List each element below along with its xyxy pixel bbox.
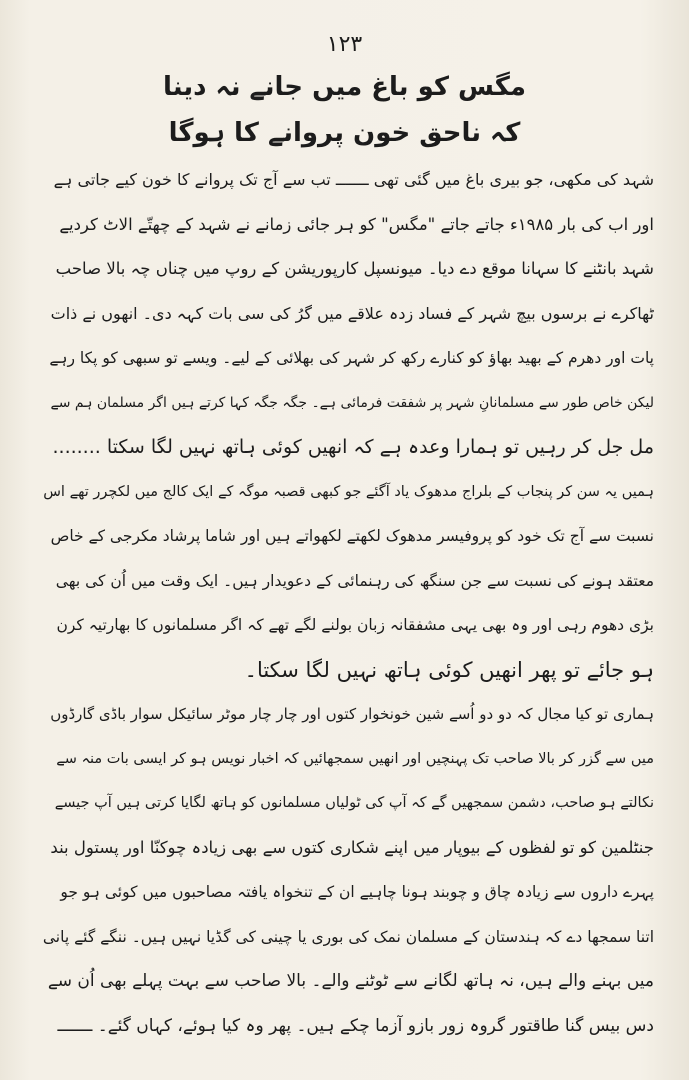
text-line: ٹھاکرے نے برسوں بیچ شہر کے فساد زدہ علاقے میں گرُ کی سی بات کہہ دی۔ انھوں نے ذات (50, 303, 654, 323)
text-line: میں بہنے والے ہیں، نہ ہاتھ لگانے سے ٹوٹنے والے۔ بالا صاحب سے بہت پہلے بھی اُن سے (47, 971, 654, 991)
text-line: اور اب کی بار ۱۹۸۵ء جاتے جاتے "مگس" کو ہر جائی زمانے نے شہد کے چھتّے الاٹ کردیے (59, 214, 654, 234)
text-line: نکالتے ہو صاحب، دشمن سمجھیں گے کہ آپ کی ٹولیاں مسلمانوں کو ہاتھ لگایا کرتی ہیں آپ جیسے (54, 795, 654, 811)
text-line: ہو جائے تو پھر انھیں کوئی ہاتھ نہیں لگا سکتا۔ (244, 657, 654, 682)
text-line: دس بیس گنا طاقتور گروہ زور بازو آزما چکے ہیں۔ پھر وہ کیا ہوئے، کہاں گئے۔ ـــــــ (57, 1015, 654, 1036)
title-line-2: کہ ناحق خون پروانے کا ہوگا (168, 118, 521, 148)
text-line: میں سے گزر کر بالا صاحب تک پہنچیں اور انھیں سمجھائیں کہ اخبار نویس ہو کر ایسی بات منہ سے (56, 750, 654, 767)
page-number: ١٢٣ (326, 32, 363, 57)
text-line: ہماری تو کیا مجال کہ دو دو اُسے شین خونخوار کتوں اور چار چار موٹر سائیکل سوار باڈی گارڈوں (50, 705, 654, 723)
text-line: اتنا سمجھا دے کہ ہندستان کے مسلمان نمک کی بوری یا چینی کی گڈیا نہیں ہیں۔ ننگے گئے پانی (42, 927, 654, 946)
text-line: معتقد ہونے کی نسبت سے جن سنگھ کی رہنمائی کے دعویدار ہیں۔ ایک وقت میں اُن کی بھی (55, 571, 654, 590)
text-line: ہمیں یہ سن کر پنجاب کے بلراج مدھوک یاد آگئے جو کبھی قصبہ موگہ کے ایک کالج میں لکچرر تھے اس (43, 483, 654, 500)
text-line: جنٹلمین کو تو لفظوں کے بیوپار میں اپنے شکاری کتوں سے بھی زیادہ چوکنّا اور پستول بند (50, 837, 654, 857)
text-line: پات اور دھرم کے بھید بھاؤ کو کنارے رکھ کر شہر کی بھلائی کے لیے۔ ویسے تو سبھی کو پکا رہے (49, 349, 654, 367)
text-line: شہد کی مکھی، جو بیری باغ میں گئی تھی ـــــــ تب سے آج تک پروانے کا خون کیے جاتی ہے (53, 170, 654, 189)
text-line: مل جل کر رہیں تو ہمارا وعدہ ہے کہ انھیں کوئی ہاتھ نہیں لگا سکتا ........ (52, 436, 654, 458)
title-line-1: مگس کو باغ میں جانے نہ دینا (162, 72, 527, 102)
body-text (42, 158, 654, 1048)
text-line: پہرے داروں سے زیادہ چاق و چوبند ہونا چاہیے ان کے تنخواہ یافتہ مصاحبوں میں کوئی ہو جو (60, 883, 654, 901)
text-line: بڑی دھوم رہی اور وہ بھی یہی مشفقانہ زبان بولنے لگے تھے کہ اگر مسلمانوں کا بھارتیہ کرن (56, 616, 654, 634)
text-line: نسبت سے آج تک خود کو پروفیسر مدھوک لکھتے لکھواتے ہیں اور شاما پرشاد مکرجی کے خاص (50, 527, 654, 545)
text-line: شہد بانٹنے کا سہانا موقع دے دیا۔ میونسپل کارپوریشن کے روپ میں چناں چہ بالا صاحب (55, 259, 654, 278)
text-line: لیکن خاص طور سے مسلمانانِ شہر پر شفقت فرمائی ہے۔ جگہ جگہ کہا کرتے ہیں اگر مسلمان ہم سے (50, 394, 654, 411)
